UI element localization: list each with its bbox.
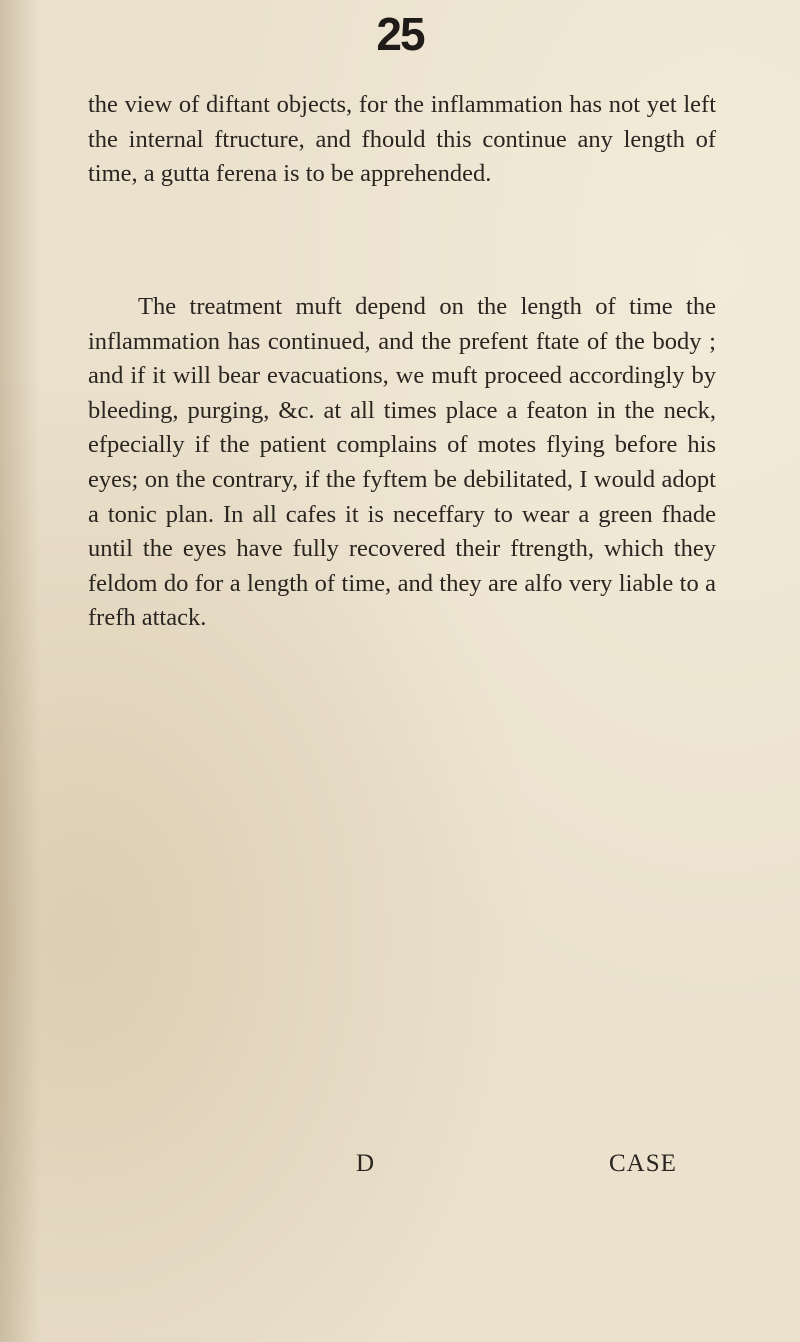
catchword: CASE bbox=[609, 1150, 677, 1177]
page-gutter-shadow bbox=[0, 0, 40, 1342]
page-number: 25 bbox=[376, 8, 424, 60]
paragraph-1: the view of diftant objects, for the inflammation has not yet left the internal ftructure, and fhould this continue any length of time, a gutta ferena is to be apprehended. bbox=[88, 91, 716, 188]
signature-mark: D bbox=[356, 1150, 376, 1177]
paragraph-2: The treatment muft depend on the length of time the inflammation has continued, and the prefent ftate of the body ; and if it will bear evacuations, we muft proceed accordingly by bleeding, purging, &c. at all times place a featon in the neck, efpecially if the patient complains of motes flying before his eyes; on the contrary, if the fyftem be debilitated, I would adopt a tonic plan. In all cafes it is neceffary to wear a green fhade until the eyes have fully recovered their ftrength, which they feldom do for a length of time, and they are alfo very liable to a frefh attack. bbox=[88, 293, 716, 632]
